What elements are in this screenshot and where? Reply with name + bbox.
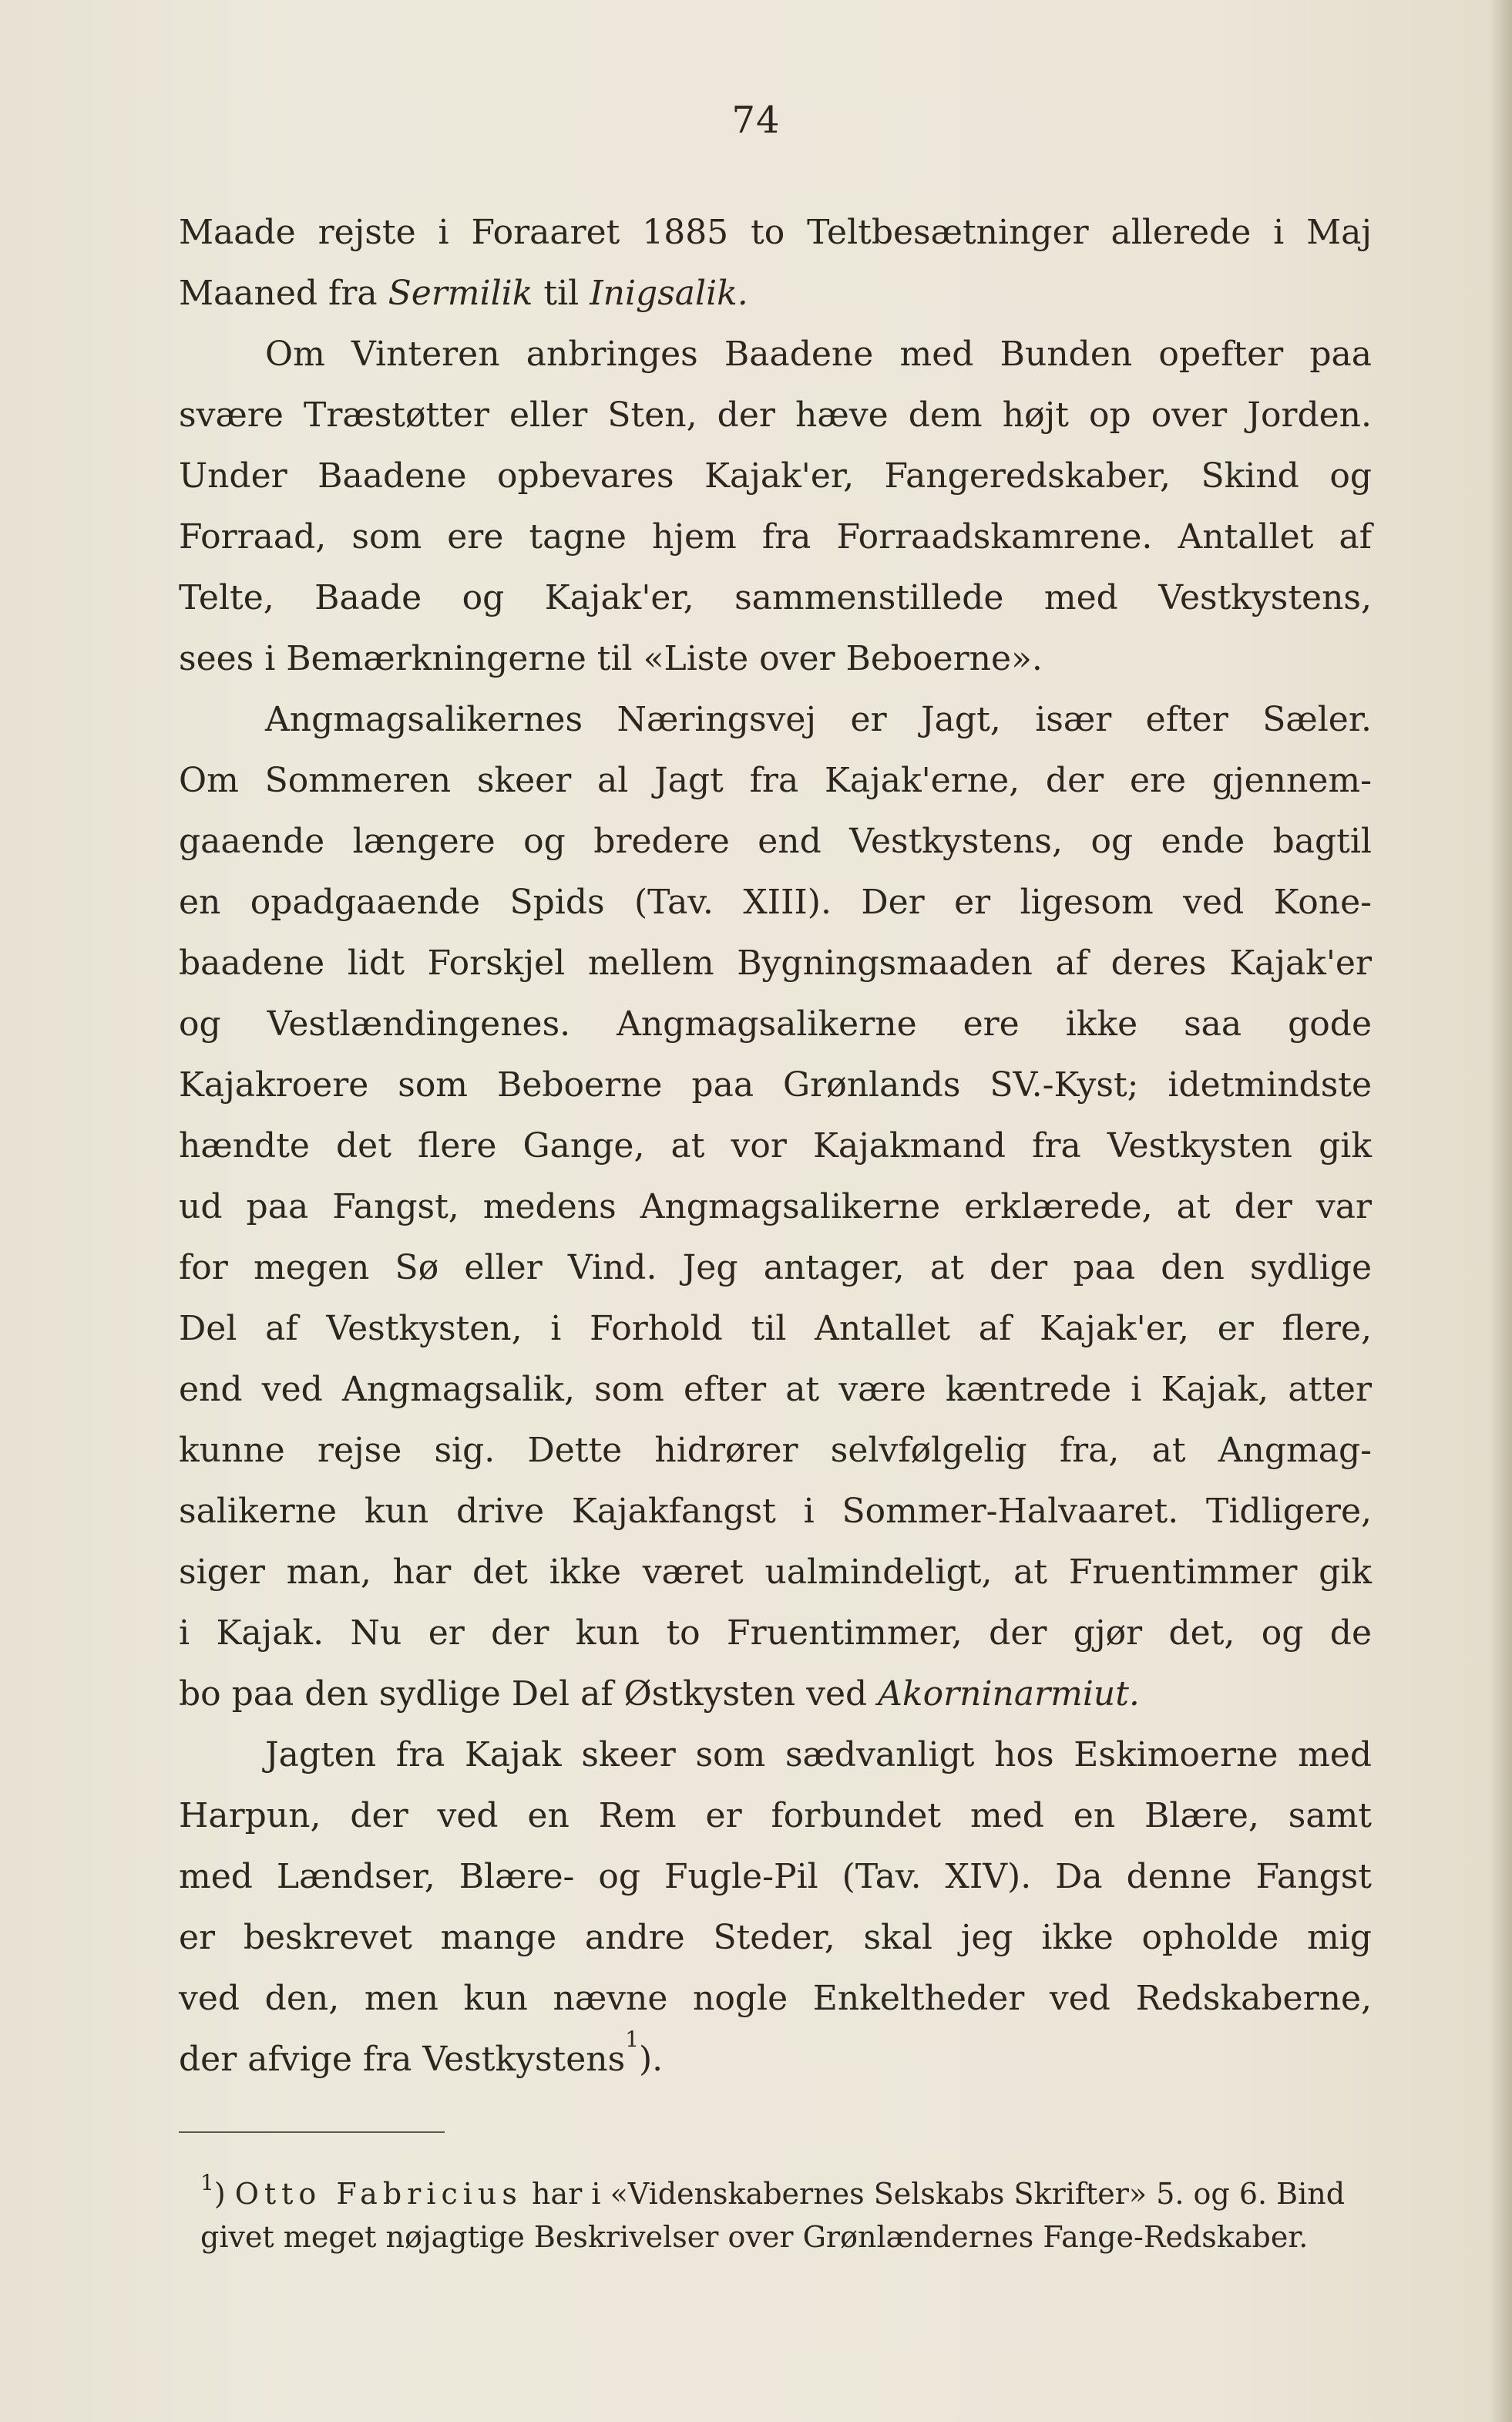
italic-place-name: Sermilik [388,274,533,313]
text-line [179,2029,1372,2090]
text-line [179,1968,1372,2029]
text-run: i Kajak. Nu er der kun to Fruentimmer, der gjør det, og de [179,1613,1372,1653]
italic-place-name: Akorninarmiut. [878,1674,1140,1714]
text-line [179,994,1372,1055]
text-run: og Vestlændingenes. Angmagsalikerne ere ikke saa gode [179,1004,1372,1044]
text-run: kunne rejse sig. Dette hidrører selvfølgelig fra, at Angmag- [179,1431,1372,1470]
text-line [179,385,1372,446]
text-run: der afvige fra Vestkystens [179,2040,626,2079]
text-line [179,1846,1372,1907]
text-line [179,1237,1372,1298]
text-run: Om Vinteren anbringes Baadene med Bunden opefter paa [265,335,1372,374]
text-run: Kajakroere som Beboerne paa Grønlands SV.-Kyst; idetmindste [179,1065,1372,1105]
page-edge-shadow [1489,0,1512,2422]
text-run: Del af Vestkysten, i Forhold til Antallet af Kajak'er, er flere, [179,1309,1372,1348]
text-line [179,933,1372,994]
footnote-rule [179,2131,445,2133]
text-run: sees i Bemærkningerne til «Liste over Beboerne». [179,639,1043,678]
text-line [179,811,1372,872]
text-run: med Lændser, Blære- og Fugle-Pil (Tav. XIV). Da denne Fangst [179,1857,1372,1896]
text-run: Forraad, som ere tagne hjem fra Forraadskamrene. Antallet af [179,517,1372,557]
text-line [179,1481,1372,1542]
text-run: Maaned fra [179,274,388,313]
footnote-marker: 1 [200,2170,214,2195]
text-line [179,446,1372,506]
text-line [179,1542,1372,1603]
text-line [179,324,1372,385]
footnote-reference: 1 [625,2027,640,2052]
text-line [179,628,1372,689]
text-line [179,1055,1372,1115]
text-run: ud paa Fangst, medens Angmagsalikerne erklærede, at der var [179,1187,1372,1226]
text-line [179,1359,1372,1420]
text-run: gaaende længere og bredere end Vestkystens, og ende bagtil [179,822,1372,861]
text-run: baadene lidt Forskjel mellem Bygningsmaaden af deres Kajak'er [179,944,1372,983]
text-run: Om Sommeren skeer al Jagt fra Kajak'erne, der ere gjennem- [179,761,1372,800]
body-text [179,202,1372,2090]
text-line [179,872,1372,933]
text-line [179,263,1372,324]
text-line [179,1663,1372,1724]
text-run: en opadgaaende Spids (Tav. XIII). Der er ligesom ved Kone- [179,883,1372,922]
text-line [179,1176,1372,1237]
text-run: siger man, har det ikke været ualmindeligt, at Fruentimmer gik [179,1552,1372,1592]
text-line [179,750,1372,811]
text-run: Harpun, der ved en Rem er forbundet med en Blære, samt [179,1796,1372,1835]
page-number: 74 [731,99,781,142]
text-run: Maade rejste i Foraaret 1885 to Teltbesætninger allerede i Maj [179,213,1372,252]
text-line [179,1724,1372,1785]
footnote-line-1: $^1$) Otto Fabricius har i «Videnskabernes Selskabs Skrifter» 5. og 6. Bind [200,2170,1346,2211]
text-run: for megen Sø eller Vind. Jeg antager, at der paa den sydlige [179,1248,1372,1287]
text-run: Angmagsalikernes Næringsvej er Jagt, især efter Sæler. [265,700,1372,739]
text-line [179,1785,1372,1846]
text-run: Under Baadene opbevares Kajak'er, Fangeredskaber, Skind og [179,456,1372,496]
footnote-line-2: givet meget nøjagtige Beskrivelser over Grønlændernes Fange-Redskaber. [200,2220,1309,2254]
text-run: ). [639,2040,664,2079]
text-line [179,689,1372,750]
text-run: ved den, men kun nævne nogle Enkeltheder ved Redskaberne, [179,1979,1372,2018]
text-run: Jagten fra Kajak skeer som sædvanligt hos Eskimoerne med [265,1735,1372,1774]
text-run: er beskrevet mange andre Steder, skal jeg ikke opholde mig [179,1918,1372,1957]
footnotes [200,2172,1372,2259]
text-line [179,1603,1372,1663]
text-line [179,1115,1372,1176]
text-line [179,202,1372,263]
text-line [179,1298,1372,1359]
text-run: Telte, Baade og Kajak'er, sammenstillede med Vestkystens, [179,578,1372,617]
text-run: svære Træstøtter eller Sten, der hæve dem højt op over Jorden. [179,395,1372,435]
footnote-author: Otto Fabricius [234,2177,522,2211]
text-line [179,1907,1372,1968]
text-line [179,1420,1372,1481]
footnote-text: har i «Videnskabernes Selskabs Skrifter» 5. og 6. Bind [522,2177,1346,2211]
text-run: salikerne kun drive Kajakfangst i Sommer-Halvaaret. Tidligere, [179,1492,1372,1531]
italic-place-name: Inigsalik. [590,274,748,313]
text-line [179,567,1372,628]
text-run: hændte det flere Gange, at vor Kajakmand fra Vestkysten gik [179,1126,1372,1166]
text-run: bo paa den sydlige Del af Østkysten ved [179,1674,879,1714]
text-line [179,506,1372,567]
text-run: end ved Angmagsalik, som efter at være kæntrede i Kajak, atter [179,1370,1372,1409]
text-run: til [533,274,590,313]
